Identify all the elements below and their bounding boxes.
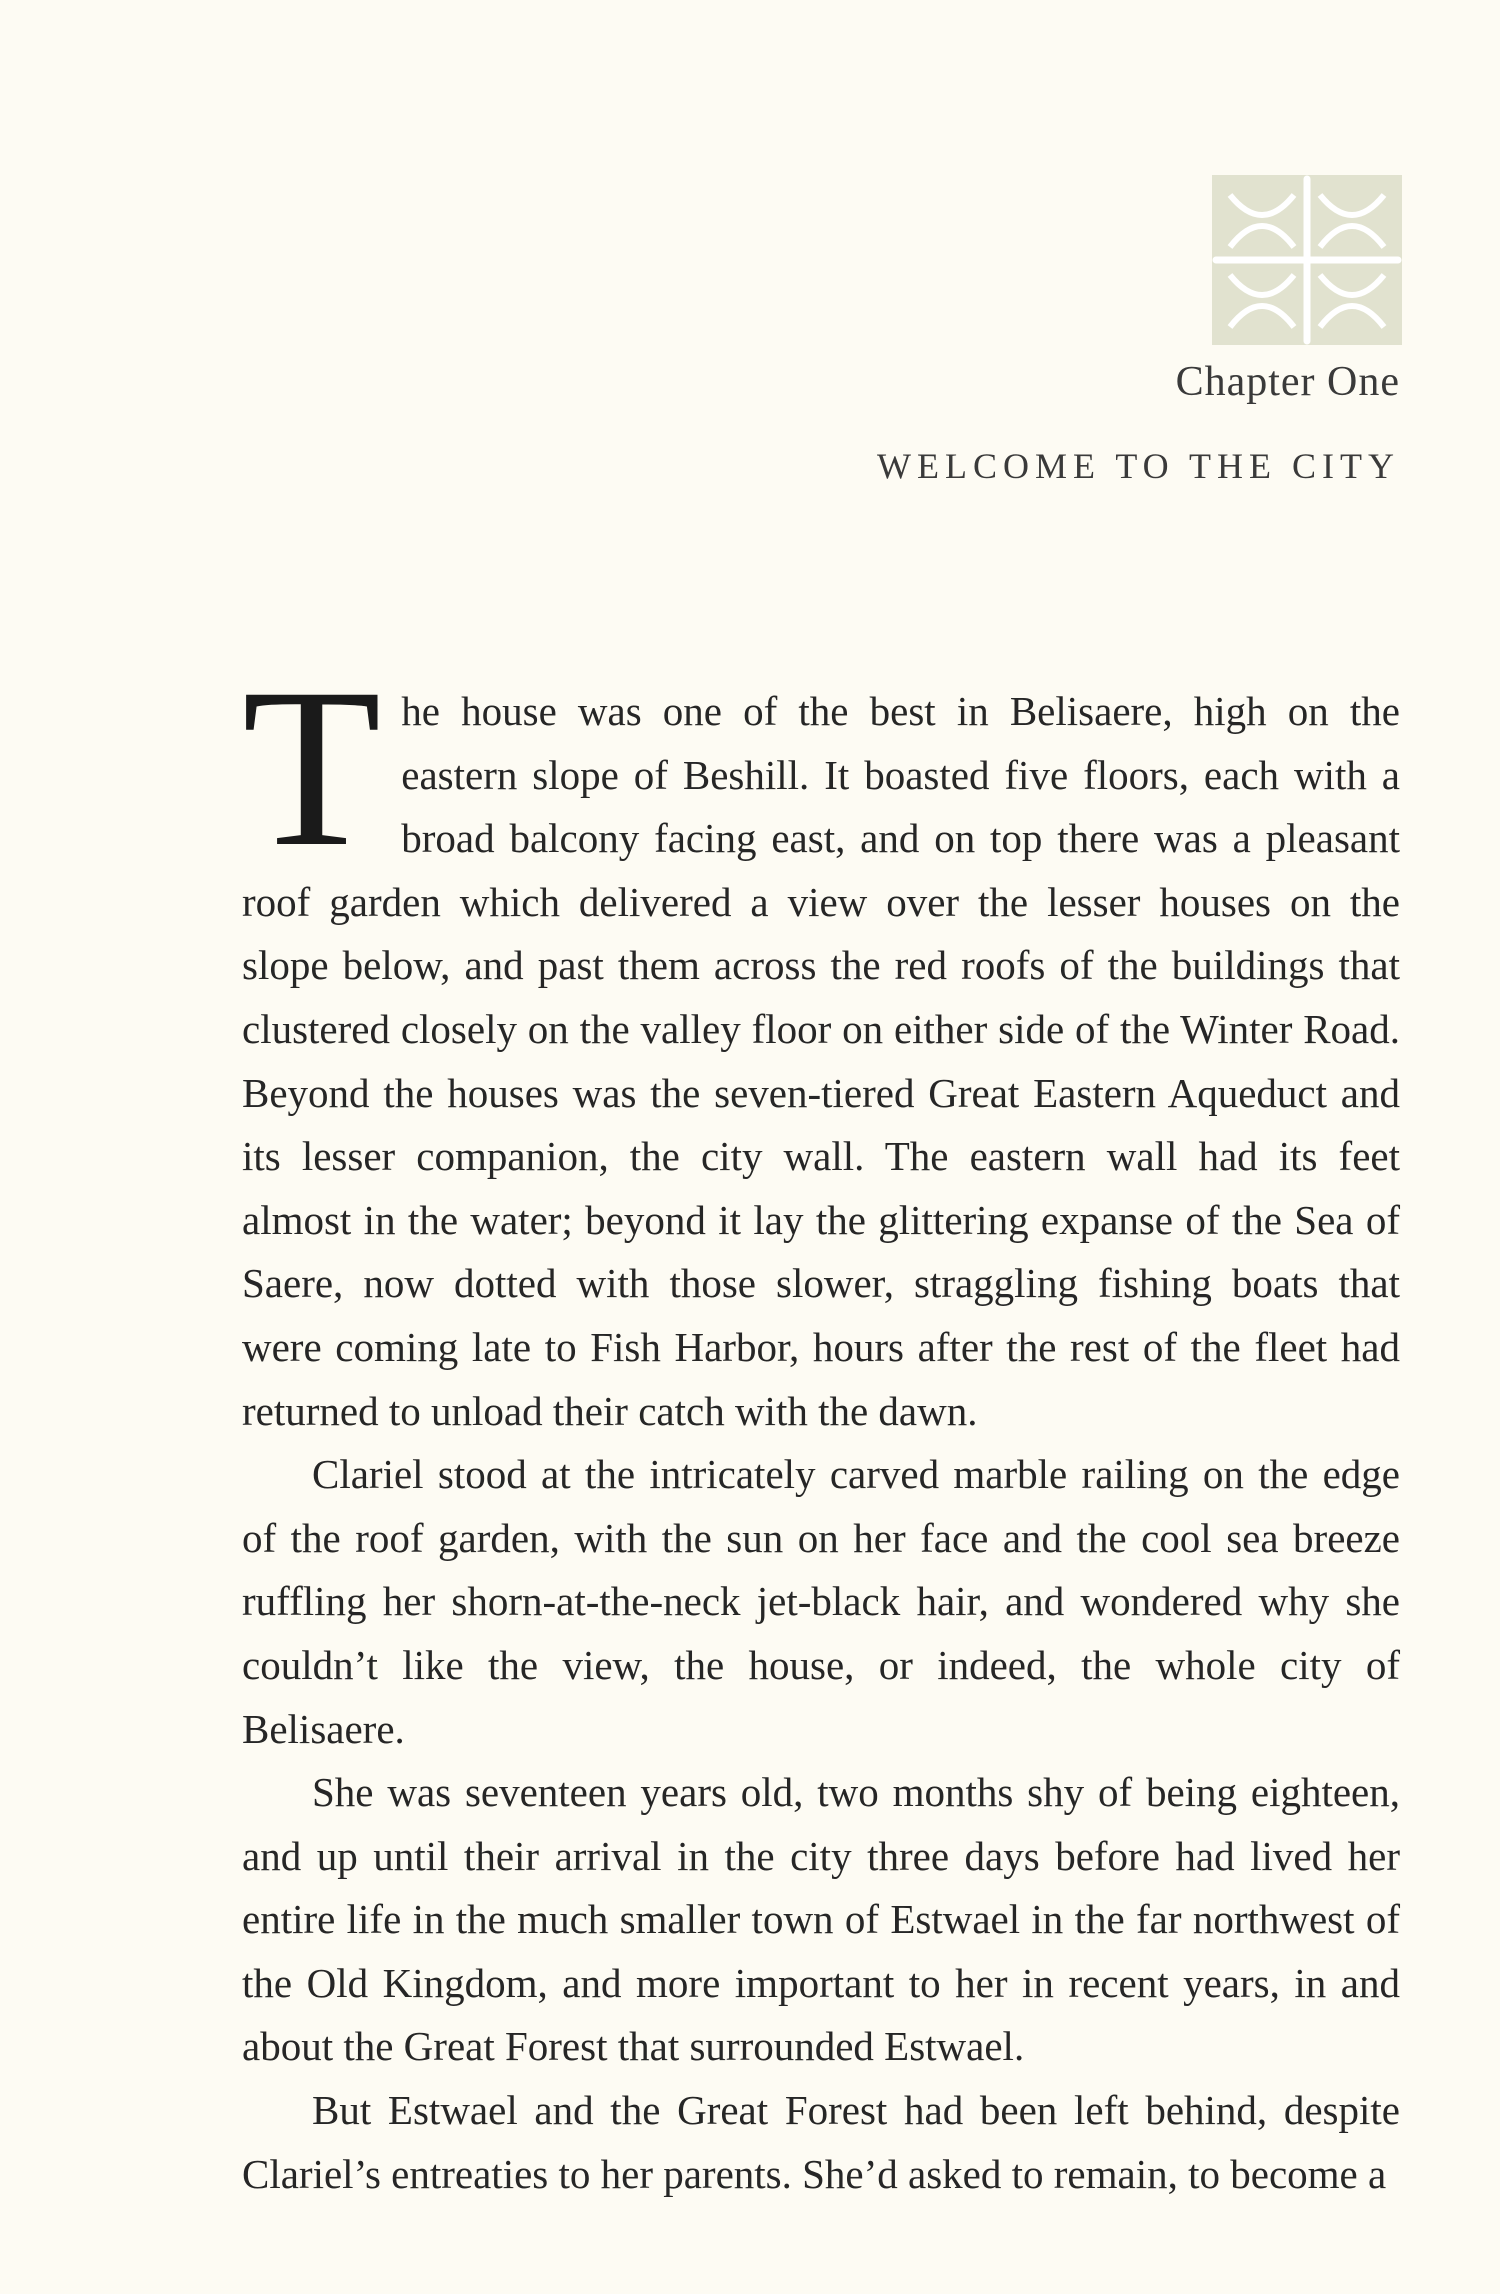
celtic-knot-ornament-icon bbox=[1212, 175, 1402, 345]
chapter-body bbox=[242, 642, 1400, 2206]
paragraph-1-text: he house was one of the best in Belisaere, high on the eastern slope of Beshill. It boasted five floors, each with a broad balcony facing east, and on top there was a pleasant roof garden which delivered a view over the lesser houses on the slope below, and past them across the red roofs of the buildings that clustered closely on the valley floor on either side of the Winter Road. Beyond the houses was the seven-tiered Great Eastern Aqueduct and its lesser companion, the city wall. The eastern wall had its feet almost in the water; beyond it lay the glittering expanse of the Sea of Saere, now dotted with those slower, straggling fishing boats that were coming late to Fish Harbor, hours after the rest of the fleet had returned to unload their catch with the dawn. bbox=[242, 688, 1400, 1434]
chapter-title: WELCOME TO THE CITY bbox=[877, 446, 1400, 486]
chapter-label: Chapter One bbox=[1175, 359, 1400, 405]
paragraph-4: But Estwael and the Great Forest had been left behind, despite Clariel’s entreaties to her parents. She’d asked to remain, to become a bbox=[242, 2087, 1400, 2197]
paragraph-1 bbox=[242, 642, 1400, 1443]
paragraph-2: Clariel stood at the intricately carved marble railing on the edge of the roof garden, with the sun on her face and the cool sea breeze ruffling her shorn-at-the-neck jet-black hair, and wondered why she couldn’t like the view, the house, or indeed, the whole city of Belisaere. bbox=[242, 1451, 1400, 1752]
drop-cap: T bbox=[242, 642, 382, 894]
paragraph-3: She was seventeen years old, two months shy of being eighteen, and up until their arrival in the city three days before had lived her entire life in the much smaller town of Estwael in the far northwest of the Old Kingdom, and more important to her in recent years, in and about the Great Forest that surrounded Estwael. bbox=[242, 1769, 1400, 2070]
chapter-ornament bbox=[1212, 175, 1402, 345]
